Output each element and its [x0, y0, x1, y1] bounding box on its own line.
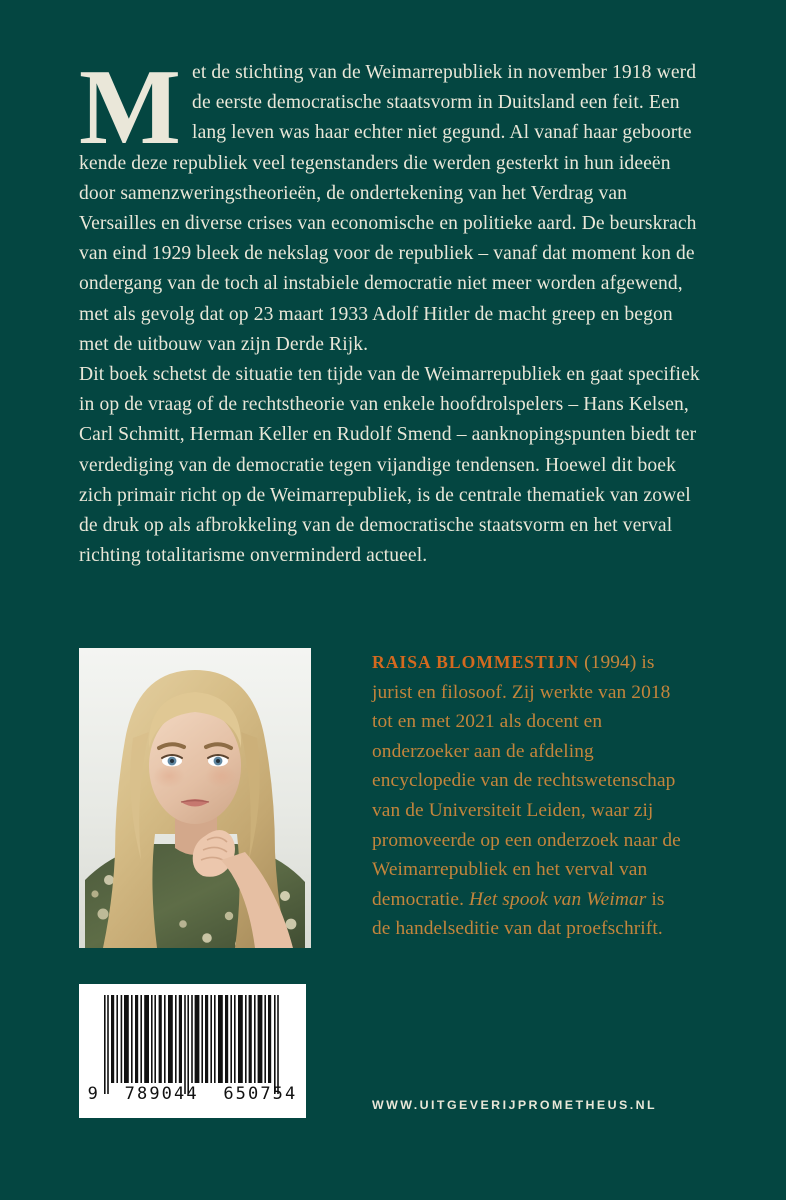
book-title-italic: Het spook van Weimar — [469, 888, 647, 910]
book-blurb — [79, 48, 707, 571]
publisher-website-url: WWW.UITGEVERIJPROMETHEUS.NL — [372, 1098, 658, 1112]
barcode-bars — [104, 995, 281, 1094]
isbn-barcode-panel — [79, 984, 306, 1118]
blurb-paragraph-2: Dit boek schetst de situatie ten tijde van de Weimarrepubliek en gaat specifiek in op de vraag of de rechtstheorie van enkele hoofdrolspelers – Hans Kelsen, Carl Schmitt, Herman Keller en Rudolf Smend – aanknopingspunten biedt ter verdediging van de democratie tegen vijandige tendensen. Hoewel dit boek zich primair richt op de Weimarrepubliek, is de centrale thematiek van zowel de druk op als afbrokkeling van de democratische staatsvorm en het verval richting totalitarisme onverminderd actueel. — [79, 364, 700, 567]
author-bio-text — [372, 648, 684, 944]
drop-cap-letter: M — [79, 48, 182, 167]
author-bio-part-2: is de handelseditie van dat proefschrift. — [372, 888, 665, 940]
author-portrait-image — [79, 648, 311, 948]
author-bio-part-1: (1994) is jurist en filosoof. Zij werkte van 2018 tot en met 2021 als docent en onderzoeker aan de afdeling encyclopedie van de rechtswetenschap van de Universiteit Leiden, waar zij promoveerde op een onderzoek naar de Weimarrepubliek en het verval van democratie. — [372, 652, 681, 910]
blurb-paragraph-1-text: et de stichting van de Weimarrepubliek in november 1918 werd de eerste democratische staatsvorm in Duitsland een feit. Een lang leven was haar echter niet gegund. Al vanaf haar geboorte kende deze republiek veel tegenstanders die werden gesterkt in hun ideeën door samenzweringstheorieën, de ondertekening van het Verdrag van Versailles en diverse crises van economische en politieke aard. De beurskrach van eind 1929 bleek de nekslag voor de republiek – vanaf dat moment kon de ondergang van de toch al instabiele democratie niet meer worden afgewend, met als gevolg dat op 23 maart 1933 Adolf Hitler de macht greep en begon met de uitbouw van zijn Derde Rijk. — [79, 62, 697, 355]
author-bio — [372, 648, 684, 944]
blurb-paragraph-1 — [79, 48, 707, 360]
author-portrait-photo — [79, 648, 311, 948]
isbn-number: 9 789044 650754 — [87, 1084, 298, 1104]
author-name: RAISA BLOMMESTIJN — [372, 652, 580, 672]
